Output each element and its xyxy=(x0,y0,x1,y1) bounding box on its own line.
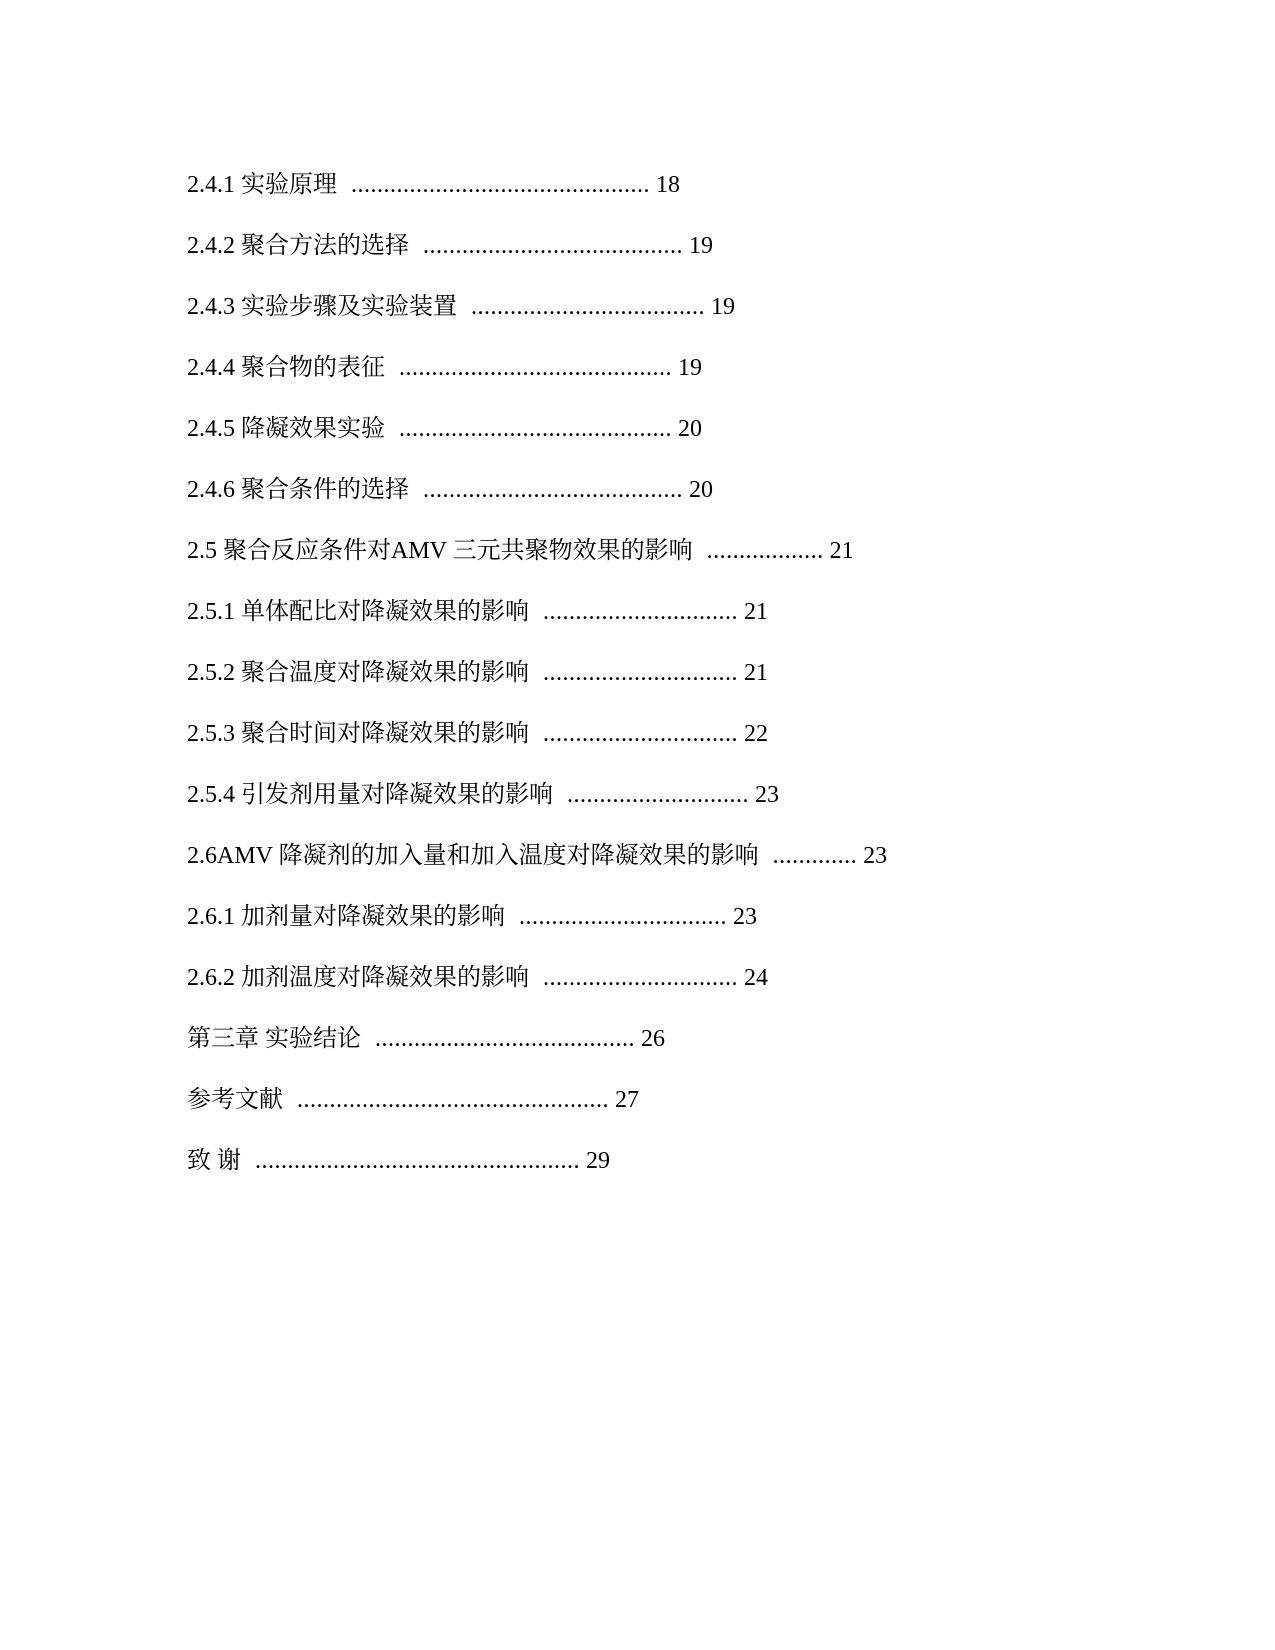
toc-page-number: 19 xyxy=(678,355,702,381)
toc-page-number: 21 xyxy=(744,660,768,686)
toc-entry-label: 2.4.6 聚合条件的选择 xyxy=(187,477,409,503)
toc-entry[interactable] xyxy=(187,353,1087,414)
toc-page-number: 23 xyxy=(755,782,779,808)
toc-leader-dots: .............................. xyxy=(543,599,738,625)
toc-entry-label: 2.4.2 聚合方法的选择 xyxy=(187,233,409,259)
toc-entry[interactable] xyxy=(187,1085,1087,1146)
toc-entry[interactable] xyxy=(187,536,1087,597)
toc-entry[interactable] xyxy=(187,170,1087,231)
toc-entry-label: 2.4.3 实验步骤及实验装置 xyxy=(187,294,457,320)
toc-leader-dots: ........................................ xyxy=(423,233,683,259)
toc-page-number: 20 xyxy=(678,416,702,442)
toc-entry-label: 2.6.1 加剂量对降凝效果的影响 xyxy=(187,904,505,930)
toc-page-number: 26 xyxy=(641,1026,665,1052)
toc-entry-label: 2.4.5 降凝效果实验 xyxy=(187,416,385,442)
toc-entry[interactable] xyxy=(187,292,1087,353)
toc-entry[interactable] xyxy=(187,414,1087,475)
toc-entry-label: 2.5.3 聚合时间对降凝效果的影响 xyxy=(187,721,529,747)
toc-entry-label: 2.5.4 引发剂用量对降凝效果的影响 xyxy=(187,782,553,808)
toc-entry[interactable] xyxy=(187,231,1087,292)
toc-leader-dots: .............................................. xyxy=(351,172,650,198)
toc-page-number: 29 xyxy=(586,1148,610,1174)
toc-page-number: 19 xyxy=(711,294,735,320)
toc-entry-label: 参考文献 xyxy=(187,1087,283,1113)
toc-page-number: 19 xyxy=(689,233,713,259)
toc-page-number: 21 xyxy=(744,599,768,625)
toc-entry[interactable] xyxy=(187,597,1087,658)
toc-entry[interactable] xyxy=(187,780,1087,841)
toc-page-number: 23 xyxy=(863,843,888,869)
toc-entry[interactable] xyxy=(187,1146,1087,1207)
toc-entry[interactable] xyxy=(187,719,1087,780)
toc-page-number: 22 xyxy=(744,721,768,747)
toc-leader-dots: .............................. xyxy=(543,965,738,991)
toc-page-number: 23 xyxy=(733,904,757,930)
toc-leader-dots: .................................................. xyxy=(255,1148,580,1174)
toc-entry[interactable] xyxy=(187,963,1087,1024)
toc-leader-dots: ................................................ xyxy=(297,1087,609,1113)
toc-leader-dots: ............................ xyxy=(567,782,749,808)
toc-leader-dots: ............. xyxy=(772,843,858,869)
toc-entry-label: 2.4.4 聚合物的表征 xyxy=(187,355,385,381)
toc-entry[interactable] xyxy=(187,658,1087,719)
toc-leader-dots: .................. xyxy=(706,538,824,564)
toc-entry-label: 致 谢 xyxy=(187,1148,241,1174)
toc-entry-label: 2.6AMV 降凝剂的加入量和加入温度对降凝效果的影响 xyxy=(187,843,759,869)
toc-page-number: 18 xyxy=(656,172,680,198)
toc-leader-dots: ........................................ xyxy=(375,1026,635,1052)
toc-page-number: 21 xyxy=(829,538,854,564)
toc-page-number: 27 xyxy=(615,1087,639,1113)
toc-page-number: 20 xyxy=(689,477,713,503)
toc-entry-label: 2.4.1 实验原理 xyxy=(187,172,337,198)
toc-entry[interactable] xyxy=(187,1024,1087,1085)
toc-entry[interactable] xyxy=(187,902,1087,963)
toc-entry[interactable] xyxy=(187,841,1087,902)
toc-entry[interactable] xyxy=(187,475,1087,536)
toc-leader-dots: .......................................... xyxy=(399,355,672,381)
toc-leader-dots: .............................. xyxy=(543,721,738,747)
toc-page-number: 24 xyxy=(744,965,768,991)
toc-leader-dots: .............................. xyxy=(543,660,738,686)
table-of-contents xyxy=(187,170,1087,1207)
toc-entry-label: 2.5.1 单体配比对降凝效果的影响 xyxy=(187,599,529,625)
toc-entry-label: 2.5.2 聚合温度对降凝效果的影响 xyxy=(187,660,529,686)
toc-leader-dots: .................................... xyxy=(471,294,705,320)
toc-entry-label: 2.5 聚合反应条件对AMV 三元共聚物效果的影响 xyxy=(187,538,693,564)
toc-leader-dots: ................................ xyxy=(519,904,727,930)
toc-entry-label: 第三章 实验结论 xyxy=(187,1026,361,1052)
toc-leader-dots: ........................................ xyxy=(423,477,683,503)
toc-leader-dots: .......................................... xyxy=(399,416,672,442)
toc-entry-label: 2.6.2 加剂温度对降凝效果的影响 xyxy=(187,965,529,991)
